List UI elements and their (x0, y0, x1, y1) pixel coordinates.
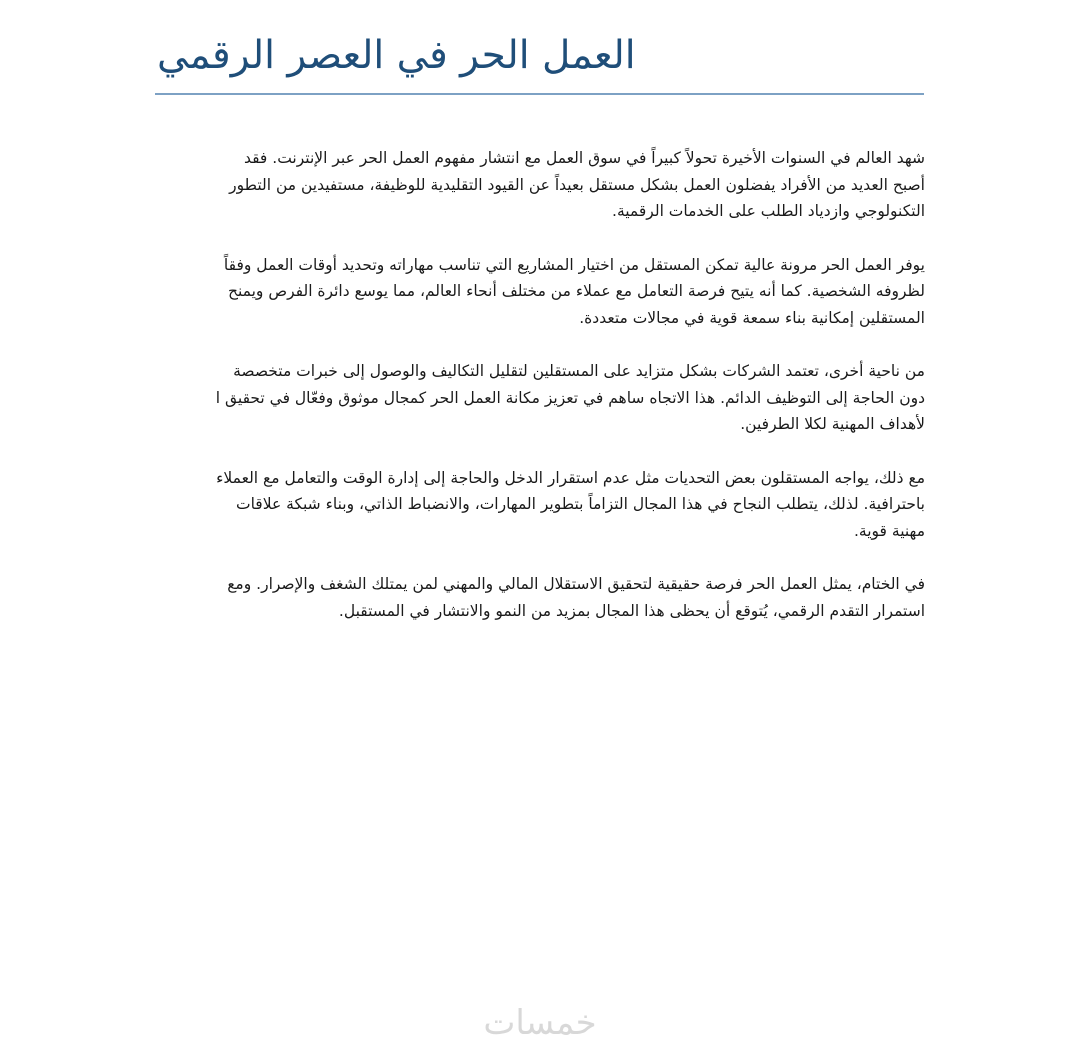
paragraph-4 (160, 465, 925, 545)
paragraph-line: في الختام، يمثل العمل الحر فرصة حقيقية لتحقيق الاستقلال المالي والمهني لمن يمتلك الشغف والإصرار. ومع (227, 575, 925, 593)
paragraph-line: استمرار التقدم الرقمي، يُتوقع أن يحظى هذا المجال بمزيد من النمو والانتشار في المستقبل. (338, 601, 925, 620)
paragraph-line: باحترافية. لذلك، يتطلب النجاح في هذا المجال التزاماً بتطوير المهارات، والانضباط الذاتي، وبناء شبكة علاقات (235, 495, 925, 513)
paragraph-line: شهد العالم في السنوات الأخيرة تحولاً كبيراً في سوق العمل مع انتشار مفهوم العمل الحر عبر الإنترنت. فقد (243, 149, 925, 167)
paragraph-line: المستقلين إمكانية بناء سمعة قوية في مجالات متعددة. (579, 308, 925, 327)
paragraph-3 (160, 358, 925, 438)
paragraph-1 (160, 145, 925, 225)
paragraph-2 (160, 252, 925, 332)
document-title: العمل الحر في العصر الرقمي (157, 33, 636, 78)
paragraph-line: لظروفه الشخصية. كما أنه يتيح فرصة التعامل مع عملاء من مختلف أنحاء العالم، مما يوسع دائرة الفرص ويمنح (227, 282, 925, 300)
paragraph-line: يوفر العمل الحر مرونة عالية تمكن المستقل من اختيار المشاريع التي تناسب مهاراته وتحديد أوقات العمل وفقاً (223, 255, 925, 274)
khamsat-watermark-logo: خمسات (483, 1003, 597, 1043)
paragraph-line: أصبح العديد من الأفراد يفضلون العمل بشكل مستقل بعيداً عن القيود التقليدية للوظيفة، مستفيدين من التطور (229, 175, 925, 194)
paragraph-line: مع ذلك، يواجه المستقلون بعض التحديات مثل عدم استقرار الدخل والحاجة إلى إدارة الوقت والتعامل مع العملاء (216, 468, 925, 487)
paragraph-5 (160, 571, 925, 624)
paragraph-line: لأهداف المهنية لكلا الطرفين. (740, 415, 925, 433)
paragraph-line: من ناحية أخرى، تعتمد الشركات بشكل متزايد على المستقلين لتقليل التكاليف والوصول إلى خبرات متخصصة (233, 362, 925, 380)
paragraph-line: مهنية قوية. (853, 521, 925, 540)
paragraph-line: التكنولوجي وازدياد الطلب على الخدمات الرقمية. (612, 202, 925, 220)
document-body (160, 145, 925, 651)
paragraph-line: دون الحاجة إلى التوظيف الدائم. هذا الاتجاه ساهم في تعزيز مكانة العمل الحر كمجال موثوق وفعّال في تحقيق ا (215, 388, 925, 407)
title-underline-rule (155, 93, 924, 95)
